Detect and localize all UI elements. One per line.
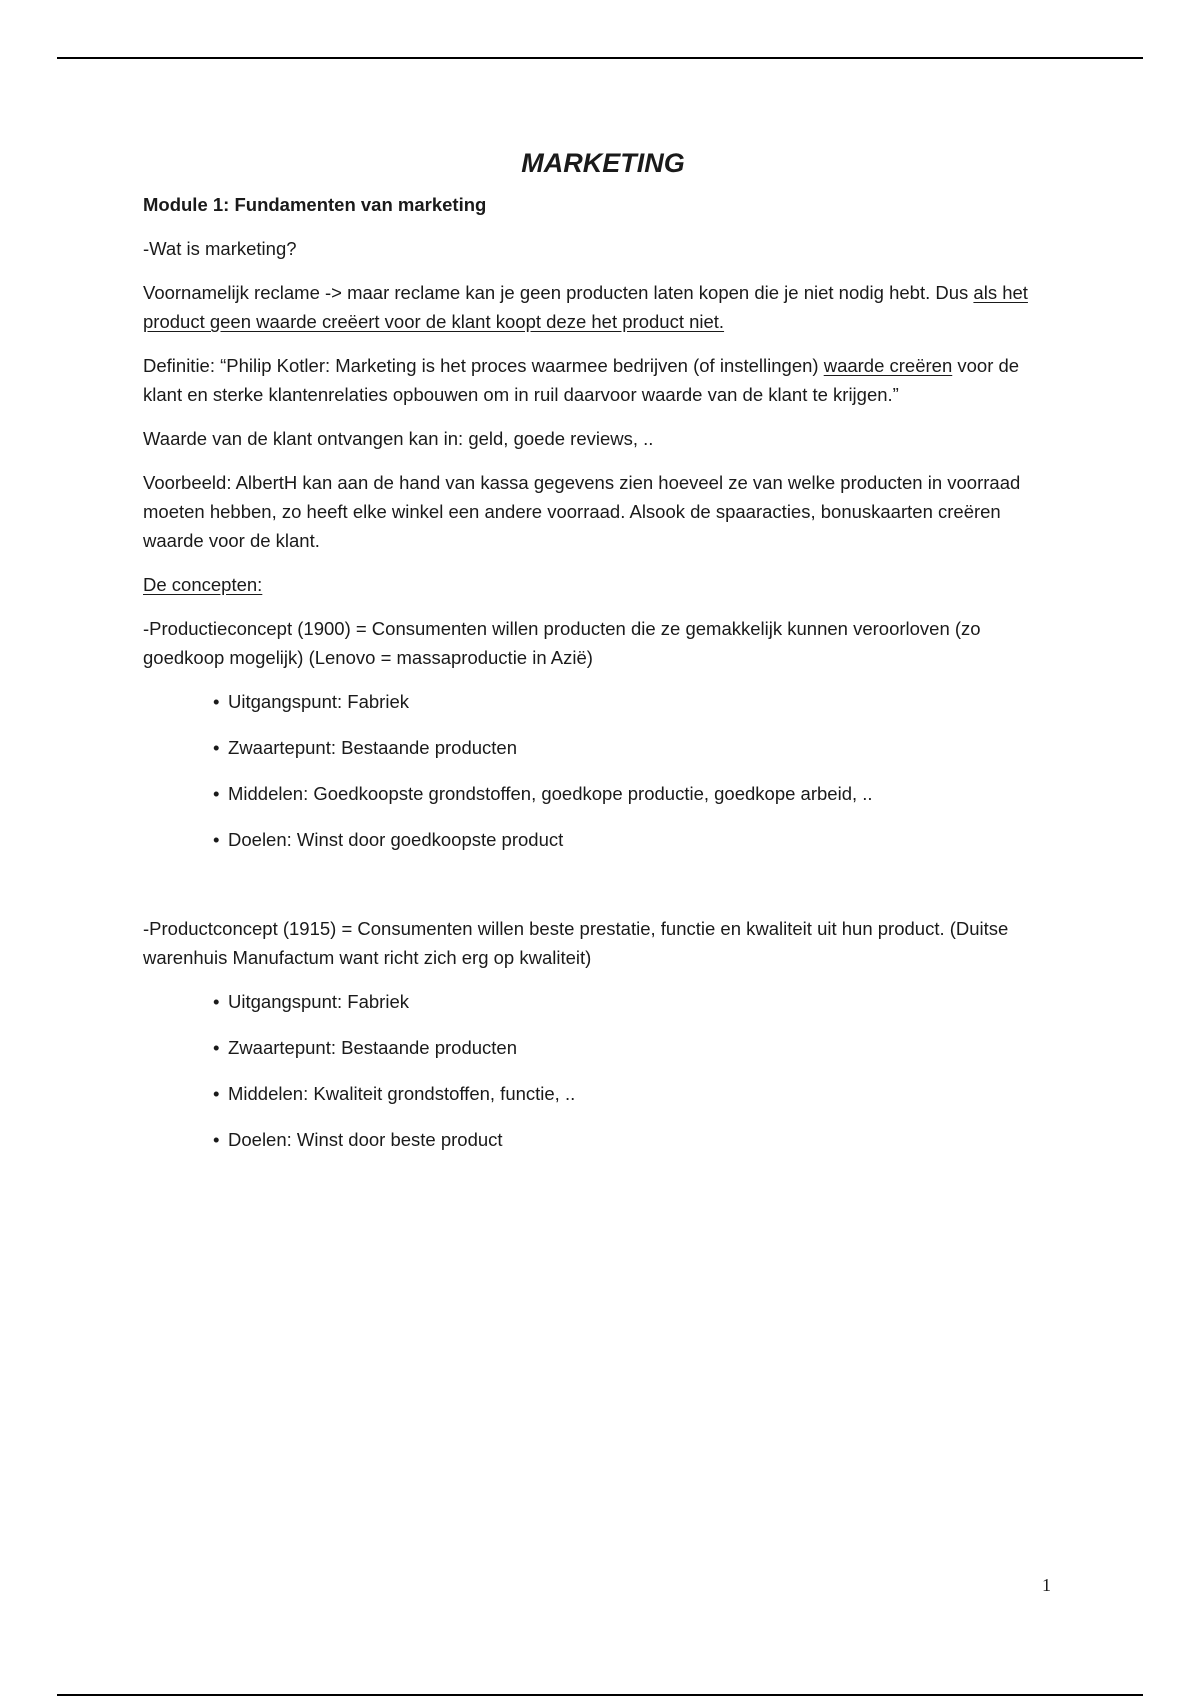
list-item	[213, 1033, 1063, 1062]
document-title: MARKETING	[521, 148, 685, 178]
list-item	[213, 779, 1063, 808]
bullet-icon: •	[213, 991, 220, 1012]
page-number: 1	[1042, 1575, 1051, 1595]
bullet-icon: •	[213, 783, 220, 804]
concepts-heading	[143, 570, 1063, 599]
list-item	[213, 733, 1063, 762]
bullet-icon: •	[213, 1129, 220, 1150]
list-item-text: Uitgangspunt: Fabriek	[228, 691, 409, 712]
bullet-icon: •	[213, 1037, 220, 1058]
intro-paragraph	[143, 278, 1063, 336]
list-item-text: Zwaartepunt: Bestaande producten	[228, 737, 517, 758]
definition-text-start: Definitie: “Philip Kotler: Marketing is het proces waarmee bedrijven (of instellingen)	[143, 355, 824, 376]
bullet-icon: •	[213, 737, 220, 758]
footer-rule	[57, 1694, 1143, 1696]
list-item	[213, 987, 1063, 1016]
intro-text: Voornamelijk reclame -> maar reclame kan je geen producten laten kopen die je niet nodig hebt. Dus	[143, 282, 974, 303]
list-item-text: Doelen: Winst door goedkoopste product	[228, 829, 564, 850]
definition-underlined-text: waarde creëren	[823, 355, 953, 376]
document-body	[143, 146, 1063, 1171]
module-heading: Module 1: Fundamenten van marketing	[143, 194, 487, 215]
list-item	[213, 1079, 1063, 1108]
list-item	[213, 825, 1063, 854]
header-rule	[57, 57, 1143, 59]
bullet-icon: •	[213, 1083, 220, 1104]
definition-text-end: voor de klant en sterke klantenrelaties opbouwen om in ruil daarvoor waarde van de klant te krijgen.”	[143, 355, 1020, 405]
list-item-text: Uitgangspunt: Fabriek	[228, 991, 409, 1012]
value-paragraph: Waarde van de klant ontvangen kan in: geld, goede reviews, ..	[143, 428, 654, 449]
list-item-text: Middelen: Kwaliteit grondstoffen, functie, ..	[228, 1083, 576, 1104]
list-item-text: Zwaartepunt: Bestaande producten	[228, 1037, 517, 1058]
blank-line	[143, 871, 1063, 914]
product-concept-list	[143, 987, 1063, 1154]
list-item	[213, 687, 1063, 716]
list-item-text: Doelen: Winst door beste product	[228, 1129, 503, 1150]
production-concept-list	[143, 687, 1063, 854]
concepts-heading-text: De concepten:	[143, 574, 263, 595]
bullet-icon: •	[213, 691, 220, 712]
definition-paragraph	[143, 351, 1063, 409]
production-concept-paragraph: -Productieconcept (1900) = Consumenten willen producten die ze gemakkelijk kunnen veroorloven (zo goedkoop mogelijk) (Lenovo = massaproductie in Azië)	[143, 618, 981, 668]
question-line: -Wat is marketing?	[143, 238, 297, 259]
example-paragraph: Voorbeeld: AlbertH kan aan de hand van kassa gegevens zien hoeveel ze van welke producten in voorraad moeten hebben, zo heeft elke winkel een andere voorraad. Alsook de spaaracties, bonuskaarten creëren waarde voor de klant.	[143, 472, 1021, 551]
list-item-text: Middelen: Goedkoopste grondstoffen, goedkope productie, goedkope arbeid, ..	[228, 783, 873, 804]
product-concept-paragraph: -Productconcept (1915) = Consumenten willen beste prestatie, functie en kwaliteit uit hun product. (Duitse warenhuis Manufactum want richt zich erg op kwaliteit)	[143, 918, 1009, 968]
bullet-icon: •	[213, 829, 220, 850]
list-item	[213, 1125, 1063, 1154]
intro-underlined-text: als het product geen waarde creëert voor de klant koopt deze het product niet.	[143, 282, 1028, 332]
